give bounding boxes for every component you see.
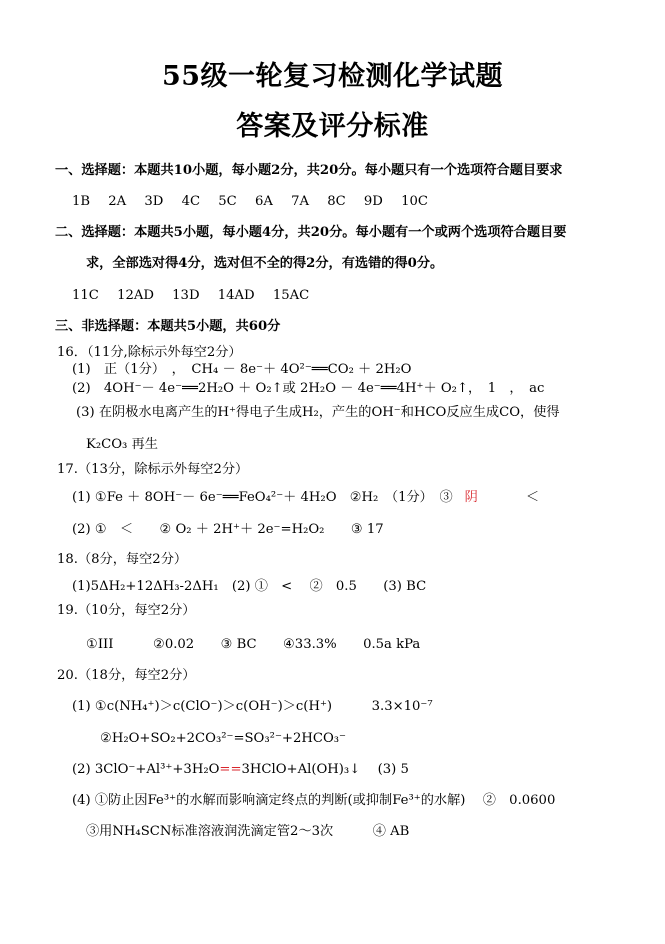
q20-answer-2-lhs: (2) 3ClO⁻+Al³⁺+3H₂O — [72, 762, 220, 777]
page-title: 55级一轮复习检测化学试题 — [161, 61, 504, 92]
answer-item: 13D — [172, 288, 200, 303]
q19-heading: 19.（10分，每空2分） — [57, 603, 196, 618]
answer-item: 9D — [363, 194, 383, 209]
answer-item: 4C — [181, 194, 201, 209]
section2-answers — [72, 288, 309, 304]
answer-item: 5C — [218, 194, 237, 209]
q17-answer-red: 阴 — [464, 490, 478, 505]
answer-item: 2A — [108, 194, 127, 209]
section1-heading: 一、选择题：本题共10小题，每小题2分，共20分。每小题只有一个选项符合题目要求 — [55, 163, 563, 178]
q20-answer-4: (4) ①防止因Fe³⁺的水解而影响滴定终点的判断(或抑制Fe³⁺的水解) ② 0.0600 — [72, 793, 556, 808]
answer-item: 11C — [72, 288, 99, 303]
section3-heading: 三、非选择题：本题共5小题，共60分 — [55, 319, 281, 334]
q18-heading: 18.（8分，每空2分） — [57, 552, 188, 567]
answer-item: 1B — [72, 194, 91, 209]
q18-answer-1: (1)5ΔH₂+12ΔH₃-2ΔH₁ (2) ① < ② 0.5 (3) BC — [72, 579, 427, 594]
q16-answer-3: (3) 在阴极水电离产生的H⁺得电子生成H₂，产生的OH⁻和HCO反应生成CO，使得 — [76, 405, 560, 420]
q20-answer-2-eq: == — [219, 762, 242, 777]
q20-heading: 20.（18分，每空2分） — [57, 668, 196, 683]
q17-answer-compare: ＜ — [525, 490, 540, 505]
section1-answers — [72, 194, 428, 210]
answer-item: 12AD — [117, 288, 154, 303]
q17-answer-2: (2) ① ＜ ② O₂ ＋ 2H⁺＋ 2e⁻=H₂O₂ ③ 17 — [72, 522, 384, 537]
answer-item: 7A — [291, 194, 310, 209]
section2-heading-line1: 二、选择题：本题共5小题，每小题4分，共20分。每小题有一个或两个选项符合题目要 — [55, 225, 567, 240]
q20-answer-2 — [72, 762, 409, 778]
section2-heading-line2: 求，全部选对得4分，选对但不全的得2分，有选错的得0分。 — [86, 256, 444, 271]
q20-answer-1: (1) ①c(NH₄⁺)＞c(ClO⁻)＞c(OH⁻)＞c(H⁺) 3.3×10⁻⁷ — [72, 699, 433, 714]
q17-heading: 17.（13分，除标示外每空2分） — [57, 462, 249, 477]
q19-answer-1: ①III ②0.02 ③ BC ④33.3% 0.5a kPa — [86, 637, 421, 652]
q16-answer-2: (2) 4OH⁻－ 4e⁻══2H₂O ＋ O₂↑或 2H₂O － 4e⁻══4H⁺＋ O₂↑， 1 ， ac — [72, 381, 545, 396]
q16-answer-1: (1) 正（1分） ， CH₄ － 8e⁻＋ 4O²⁻══CO₂ ＋ 2H₂O — [72, 362, 412, 377]
q16-answer-3-cont: K₂CO₃ 再生 — [86, 437, 158, 452]
q20-answer-4b: ③用NH₄SCN标准溶液润洗滴定管2～3次 ④ AB — [86, 824, 410, 839]
answer-item: 15AC — [272, 288, 310, 303]
answer-item: 3D — [144, 194, 164, 209]
answer-item: 10C — [401, 194, 428, 209]
q17-answer-1-text: (1) ①Fe ＋ 8OH⁻－ 6e⁻══FeO₄²⁻＋ 4H₂O ②H₂ （1分） ③ — [72, 490, 453, 505]
q20-answer-2-rhs: 3HClO+Al(OH)₃↓ (3) 5 — [241, 762, 409, 777]
answer-item: 6A — [254, 194, 273, 209]
q17-answer-1 — [72, 490, 539, 506]
page-subtitle: 答案及评分标准 — [236, 111, 429, 142]
answer-item: 8C — [327, 194, 346, 209]
q20-answer-1b: ②H₂O+SO₂+2CO₃²⁻=SO₃²⁻+2HCO₃⁻ — [100, 731, 346, 746]
q16-heading: 16．（11分,除标示外每空2分） — [57, 345, 242, 360]
answer-item: 14AD — [217, 288, 255, 303]
